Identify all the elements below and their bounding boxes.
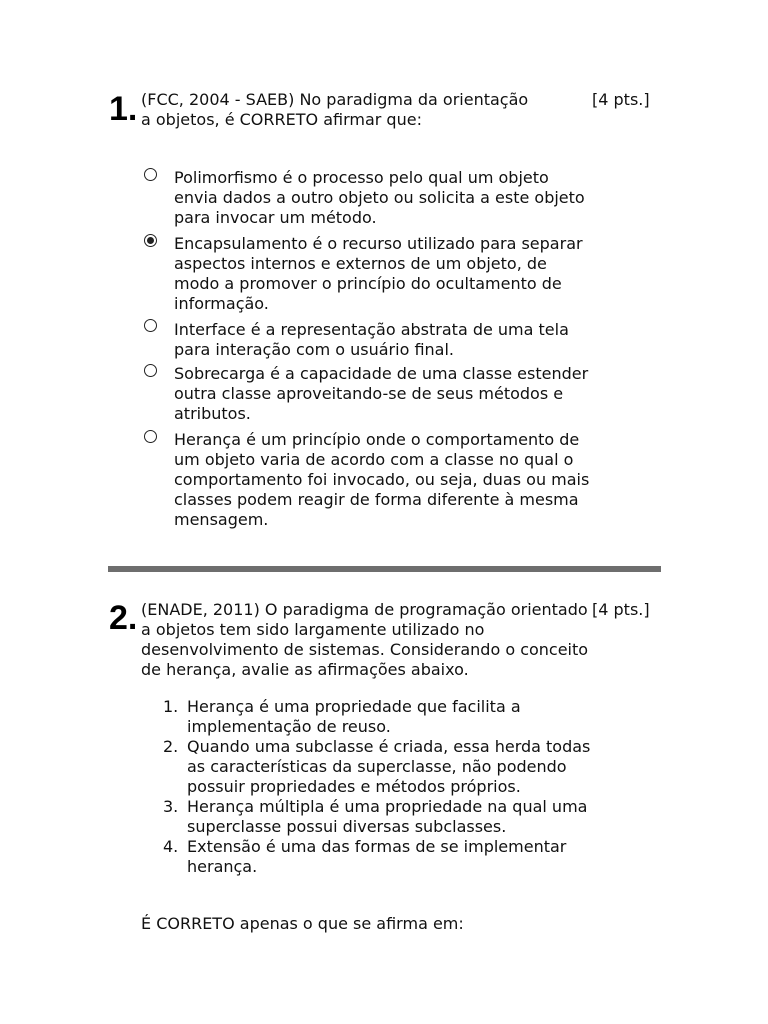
question-2-prompt: (ENADE, 2011) O paradigma de programação orientado a objetos tem sido largamente utilizado no desenvolvimento de sistemas. Considerando o conceito de herança, avalie as afirmações abaixo. bbox=[141, 600, 589, 679]
statement-3-number: 3. bbox=[163, 797, 179, 816]
option-4-radio[interactable] bbox=[144, 364, 157, 377]
option-2-text: Encapsulamento é o recurso utilizado para separar aspectos internos e externos de um objeto, de modo a promover o princípio do ocultamento de informação. bbox=[174, 234, 583, 313]
list-item bbox=[163, 737, 593, 797]
statement-1-text: Herança é uma propriedade que facilita a implementação de reuso. bbox=[187, 697, 521, 736]
statements-list bbox=[163, 697, 593, 877]
list-item bbox=[163, 697, 593, 737]
question-1-number: 1. bbox=[109, 90, 138, 128]
option-1-text: Polimorfismo é o processo pelo qual um objeto envia dados a outro objeto ou solicita a este objeto para invocar um método. bbox=[174, 168, 585, 227]
statement-4-text: Extensão é uma das formas de se implementar herança. bbox=[187, 837, 567, 876]
statement-1-number: 1. bbox=[163, 697, 179, 716]
question-1-points: [4 pts.] bbox=[592, 90, 650, 109]
statement-2-text: Quando uma subclasse é criada, essa herda todas as características da superclasse, não podendo possuir propriedades e métodos próprios. bbox=[187, 737, 591, 796]
question-1-prompt bbox=[141, 90, 581, 130]
question-1-prompt-line-1: (FCC, 2004 - SAEB) No paradigma da orientação bbox=[141, 90, 529, 109]
section-divider bbox=[108, 566, 661, 572]
statement-4-number: 4. bbox=[163, 837, 179, 856]
list-item bbox=[163, 797, 593, 837]
question-2-number: 2. bbox=[109, 599, 138, 637]
option-5-radio[interactable] bbox=[144, 430, 157, 443]
list-item bbox=[163, 837, 593, 877]
question-2-points: [4 pts.] bbox=[592, 600, 650, 619]
statement-3-text: Herança múltipla é uma propriedade na qual uma superclasse possui diversas subclasses. bbox=[187, 797, 588, 836]
option-2-radio[interactable] bbox=[144, 234, 157, 247]
option-3-radio[interactable] bbox=[144, 319, 157, 332]
option-5-text: Herança é um princípio onde o comportamento de um objeto varia de acordo com a classe no qual o comportamento foi invocado, ou seja, duas ou mais classes podem reagir de forma diferente à mesma mensagem. bbox=[174, 430, 590, 529]
question-2-closing: É CORRETO apenas o que se afirma em: bbox=[141, 914, 464, 933]
option-4-text: Sobrecarga é a capacidade de uma classe estender outra classe aproveitando-se de seus métodos e atributos. bbox=[174, 364, 589, 423]
statement-2-number: 2. bbox=[163, 737, 179, 756]
option-3-text: Interface é a representação abstrata de uma tela para interação com o usuário final. bbox=[174, 320, 569, 359]
question-1-prompt-line-2: a objetos, é CORRETO afirmar que: bbox=[141, 110, 422, 129]
option-1-radio[interactable] bbox=[144, 168, 157, 181]
